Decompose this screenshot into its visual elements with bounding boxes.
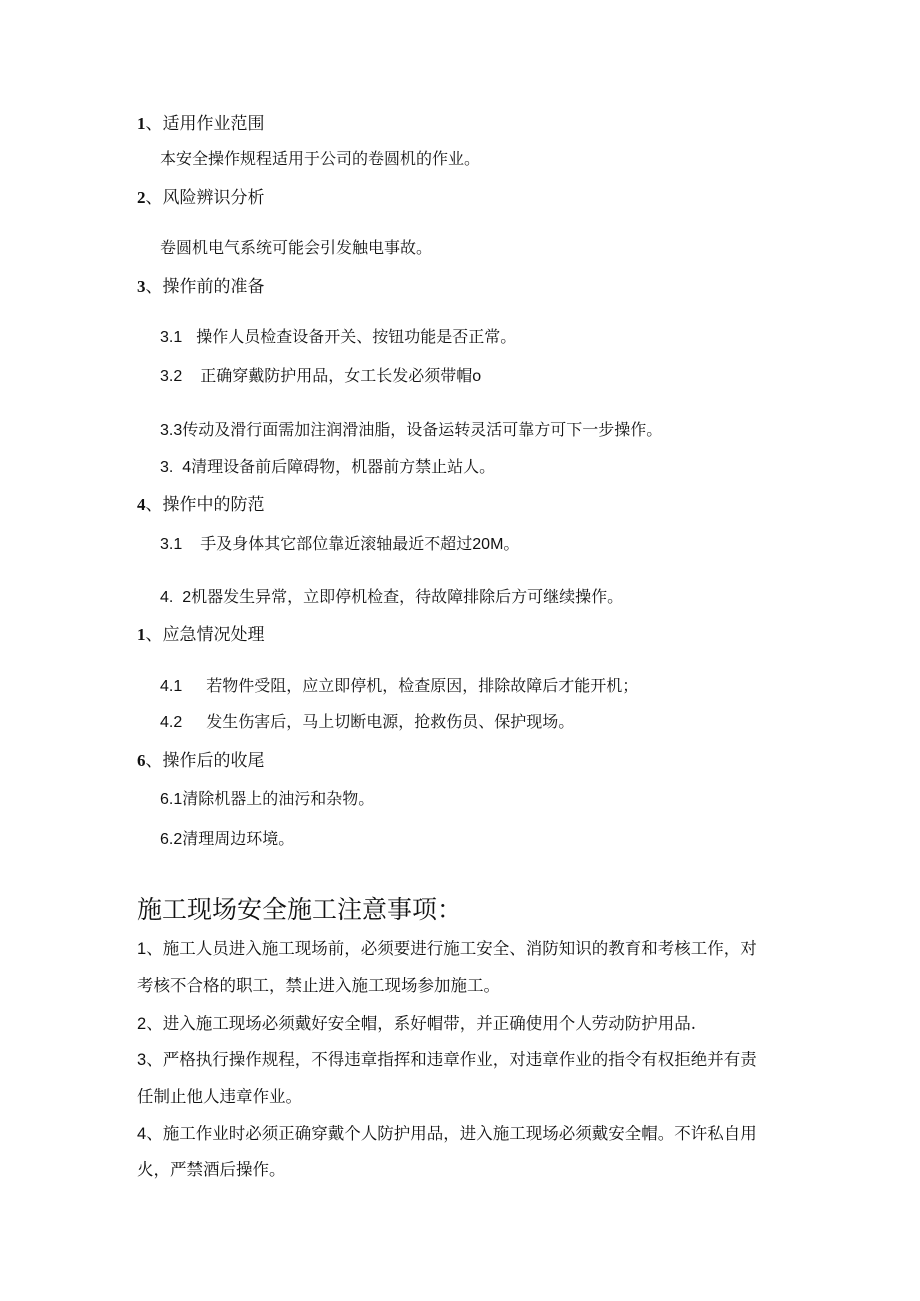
section-6-heading [137,751,265,771]
item-number: 4.2 [160,714,183,731]
item-text: 机器发生异常，立即停机检查，待故障排除后方可继续操作。 [191,587,624,606]
notice-text: 、施工人员进入施工现场前，必须要进行施工安全、消防知识的教育和考核工作，对 [146,939,757,958]
notice-number: 3 [137,1051,147,1069]
section-number: 4 [137,495,146,514]
item-number: 6.1 [160,791,183,808]
notice-item-2 [137,1014,696,1035]
item-text: 手及身体其它部位靠近滚轴最近不超过 [200,534,473,553]
list-item [160,587,623,607]
section-number: 1 [137,114,146,133]
section-number: 2 [137,188,146,207]
item-text: 清除机器上的油污和杂物。 [182,789,375,808]
section-3-heading [137,277,265,297]
section-number: 6 [137,751,146,770]
item-text: 传动及滑行面需加注润滑油脂，设备运转灵活可靠方可下一步操作。 [182,420,663,439]
list-item [160,534,519,554]
list-item [160,327,516,347]
section-2-body: 卷圆机电气系统可能会引发触电事故。 [160,238,433,257]
item-number: 3.1 [160,329,183,346]
item-tail: 。 [503,534,520,553]
notice-text: 、施工作业时必须正确穿戴个人防护用品，进入施工现场必须戴安全帽。不许私自用 [146,1124,757,1143]
item-number: 3.2 [160,368,183,385]
section-2-heading [137,188,265,208]
item-text: 正确穿戴防护用品，女工长发必须带帽 [200,366,473,385]
section-title: 、适用作业范围 [145,114,265,134]
list-item [160,366,481,386]
item-number: 4. 2 [160,589,192,606]
item-number: 4.1 [160,678,183,695]
list-item [160,457,495,477]
notice-number: 2 [137,1015,147,1033]
item-number: 3. 4 [160,459,192,476]
notice-item-4-line-1 [137,1124,757,1145]
item-tail: o [472,368,482,385]
section-1-heading [137,114,265,134]
notice-number: 1 [137,940,147,958]
item-number: 6.2 [160,831,183,848]
list-item [160,789,374,809]
section-title: 、风险辨识分析 [145,188,265,208]
item-text: 若物件受阻，应立即停机，检查原因，排除故障后才能开机； [206,676,639,695]
section-4-heading [137,495,265,515]
notice-number: 4 [137,1125,147,1143]
list-item [160,676,638,696]
item-number: 3.3 [160,422,183,439]
notice-item-3-line-2: 任制止他人违章作业。 [137,1087,302,1106]
item-text: 清理周边环境。 [182,829,295,848]
section-title: 、操作后的收尾 [145,751,265,771]
section-number: 3 [137,277,146,296]
notice-item-1-line-1 [137,939,757,960]
item-value: 20M [472,536,504,553]
section-title: 、操作中的防范 [145,495,265,515]
item-text: 操作人员检查设备开关、按钮功能是否正常。 [196,327,517,346]
section-1-body: 本安全操作规程适用于公司的卷圆机的作业。 [160,149,481,168]
notice-title: 施工现场安全施工注意事项： [137,895,463,924]
notice-tail: . [690,1014,696,1033]
section-5-heading [137,625,265,645]
list-item [160,829,294,849]
section-number: 1 [137,625,146,644]
notice-item-3-line-1 [137,1050,757,1071]
item-number: 3.1 [160,536,183,553]
notice-text: 、进入施工现场必须戴好安全帽，系好帽带，并正确使用个人劳动防护用品 [146,1014,691,1033]
item-text: 清理设备前后障碍物，机器前方禁止站人。 [191,457,496,476]
section-title: 、操作前的准备 [145,277,265,297]
list-item [160,420,662,440]
notice-text: 、严格执行操作规程，不得违章指挥和违章作业，对违章作业的指令有权拒绝并有责 [146,1050,757,1069]
item-text: 发生伤害后，马上切断电源，抢救伤员、保护现场。 [206,712,575,731]
list-item [160,712,574,732]
notice-item-4-line-2: 火，严禁酒后操作。 [137,1160,286,1179]
notice-item-1-line-2: 考核不合格的职工，禁止进入施工现场参加施工。 [137,976,500,995]
section-title: 、应急情况处理 [145,625,265,645]
